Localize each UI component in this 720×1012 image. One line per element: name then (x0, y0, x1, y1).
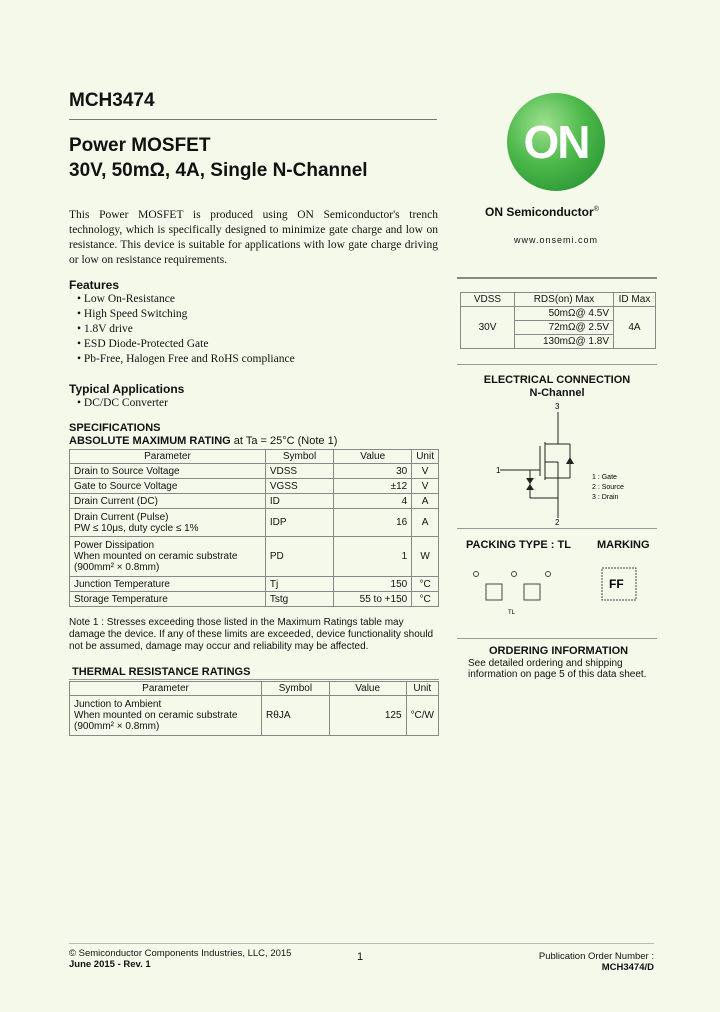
marking-diagram (596, 562, 644, 608)
rds-cell: 130mΩ@ 1.8V (515, 335, 614, 349)
table-row (70, 577, 439, 592)
specs-heading: SPECIFICATIONS (69, 422, 161, 434)
table-row (70, 696, 439, 736)
thermal-heading: THERMAL RESISTANCE RATINGS (72, 666, 251, 678)
id-cell: 4A (614, 307, 656, 349)
marking-heading: MARKING (597, 539, 650, 551)
col-header: Parameter (70, 450, 266, 464)
param-cell (70, 537, 266, 577)
title-line2: 30V, 50mΩ, 4A, Single N-Channel (69, 160, 368, 181)
param-cell: Gate to Source Voltage (70, 479, 266, 494)
amr-condition: at Ta = 25°C (Note 1) (233, 435, 338, 447)
features-list (77, 292, 295, 367)
unit-cell: °C (412, 577, 439, 592)
col-header: Symbol (265, 450, 333, 464)
applications-list (77, 396, 168, 411)
sprocket-hole (512, 572, 517, 577)
param-line: When mounted on ceramic substrate (74, 551, 238, 562)
value-cell: 125 (329, 696, 406, 736)
marking-code: FF (609, 577, 624, 591)
param-cell (70, 509, 266, 537)
sprocket-hole (474, 572, 479, 577)
col-header: VDSS (461, 293, 515, 307)
col-header: Parameter (70, 682, 262, 696)
col-header: Unit (412, 450, 439, 464)
logo-text: ON (523, 116, 589, 168)
symbol-cell: VGSS (265, 479, 333, 494)
packing-rule (457, 528, 657, 529)
unit-cell: W (412, 537, 439, 577)
param-line: When mounted on ceramic substrate (74, 710, 238, 721)
pin-1-label: 1 (496, 466, 501, 475)
ordering-heading: ORDERING INFORMATION (489, 645, 629, 657)
list-item: • ESD Diode-Protected Gate (77, 337, 295, 352)
table-row (70, 479, 439, 494)
amr-heading: ABSOLUTE MAXIMUM RATING (69, 435, 231, 447)
applications-heading: Typical Applications (69, 382, 185, 396)
amr-table (69, 449, 439, 607)
revision-date: June 2015 - Rev. 1 (69, 959, 151, 970)
packing-heading: PACKING TYPE : TL (466, 539, 571, 551)
value-cell: ±12 (334, 479, 412, 494)
rds-cell: 72mΩ@ 2.5V (515, 321, 614, 335)
unit-cell: °C/W (406, 696, 438, 736)
rds-cell: 50mΩ@ 4.5V (515, 307, 614, 321)
legend-source: 2 : Source (592, 484, 624, 491)
body-diode-icon (566, 457, 574, 464)
pub-label: Publication Order Number : (538, 951, 654, 962)
part-number: MCH3474 (69, 90, 155, 111)
thermal-rule (69, 679, 439, 680)
value-cell: 1 (334, 537, 412, 577)
value-cell: 4 (334, 494, 412, 509)
table-row (70, 592, 439, 607)
copyright: © Semiconductor Components Industries, LLC, 2015 (69, 948, 292, 959)
legend-gate: 1 : Gate (592, 474, 617, 481)
table-row (70, 537, 439, 577)
symbol-cell: PD (265, 537, 333, 577)
esd-diode-icon (526, 484, 534, 490)
pub-number: MCH3474/D (601, 962, 654, 973)
col-header: ID Max (614, 293, 656, 307)
trademark: ® (593, 206, 599, 213)
note-1: Note 1 : Stresses exceeding those listed in the Maximum Ratings table may damage the device. If any of these limits are exceeded, device functionality should not be assumed, damage may occur and reliability may be affected. (69, 617, 434, 652)
intro-paragraph: This Power MOSFET is produced using ON Semiconductor's trench technology, which is specifically designed to minimize gate charge and low on resistance. This device is suitable for applications with low gate charge driving or low on resistance requirements. (69, 209, 438, 266)
table-row (70, 509, 439, 537)
param-line: (900mm² × 0.8mm) (74, 721, 160, 732)
value-cell: 150 (334, 577, 412, 592)
param-cell: Junction Temperature (70, 577, 266, 592)
param-line: PW ≤ 10μs, duty cycle ≤ 1% (74, 522, 199, 534)
connection-subheading: N-Channel (529, 387, 585, 399)
summary-table (460, 292, 656, 349)
list-item: • Pb-Free, Halogen Free and RoHS compliance (77, 352, 295, 367)
page-number: 1 (357, 951, 364, 963)
symbol-cell: IDP (265, 509, 333, 537)
col-header: Value (329, 682, 406, 696)
unit-cell: A (412, 509, 439, 537)
pin-2-label: 2 (555, 518, 560, 525)
connection-heading-block (457, 374, 657, 400)
carrier-pocket (486, 584, 502, 600)
param-line: Junction to Ambient (74, 699, 162, 710)
symbol-cell: VDSS (265, 464, 333, 479)
thermal-table (69, 681, 439, 736)
col-header: RDS(on) Max (515, 293, 614, 307)
company-name-line (485, 205, 599, 219)
connection-rule (457, 364, 657, 365)
unit-cell: V (412, 479, 439, 494)
summary-rule (457, 277, 657, 279)
on-logo (507, 93, 605, 191)
param-cell: Drain Current (DC) (70, 494, 266, 509)
ordering-rule (457, 638, 657, 639)
legend-drain: 3 : Drain (592, 494, 619, 501)
symbol-cell: ID (265, 494, 333, 509)
header-rule (69, 119, 437, 120)
symbol-cell: Tstg (265, 592, 333, 607)
param-cell: Drain to Source Voltage (70, 464, 266, 479)
esd-diode-icon (526, 478, 534, 484)
list-item: • Low On-Resistance (77, 292, 295, 307)
vdss-cell: 30V (461, 307, 515, 349)
tl-label: TL (508, 610, 516, 616)
sprocket-hole (546, 572, 551, 577)
unit-cell: °C (412, 592, 439, 607)
value-cell: 16 (334, 509, 412, 537)
connection-heading: ELECTRICAL CONNECTION (483, 374, 631, 386)
website: www.onsemi.com (514, 235, 599, 245)
col-header: Unit (406, 682, 438, 696)
param-cell: Storage Temperature (70, 592, 266, 607)
param-cell (70, 696, 262, 736)
table-row (461, 307, 656, 321)
param-line: Drain Current (Pulse) (74, 511, 169, 523)
value-cell: 55 to +150 (334, 592, 412, 607)
carrier-pocket (524, 584, 540, 600)
pin-3-label: 3 (555, 402, 560, 411)
ordering-text: See detailed ordering and shipping information on page 5 of this data sheet. (468, 658, 647, 680)
unit-cell: V (412, 464, 439, 479)
mosfet-schematic (470, 400, 660, 525)
list-item: • High Speed Switching (77, 307, 295, 322)
title-line1: Power MOSFET (69, 135, 211, 156)
table-header-row (70, 450, 439, 464)
table-header-row (461, 293, 656, 307)
tape-diagram (466, 560, 566, 618)
col-header: Value (334, 450, 412, 464)
footer-rule (69, 943, 654, 944)
unit-cell: A (412, 494, 439, 509)
features-heading: Features (69, 278, 120, 292)
company-name: ON Semiconductor (485, 205, 594, 219)
table-row (70, 464, 439, 479)
param-line: Power Dissipation (74, 540, 155, 551)
symbol-cell: Tj (265, 577, 333, 592)
table-row (70, 494, 439, 509)
value-cell: 30 (334, 464, 412, 479)
table-header-row (70, 682, 439, 696)
amr-heading-line (69, 435, 337, 447)
param-line: (900mm² × 0.8mm) (74, 562, 160, 573)
col-header: Symbol (262, 682, 330, 696)
list-item: • 1.8V drive (77, 322, 295, 337)
list-item: • DC/DC Converter (77, 396, 168, 411)
symbol-cell: RθJA (262, 696, 330, 736)
